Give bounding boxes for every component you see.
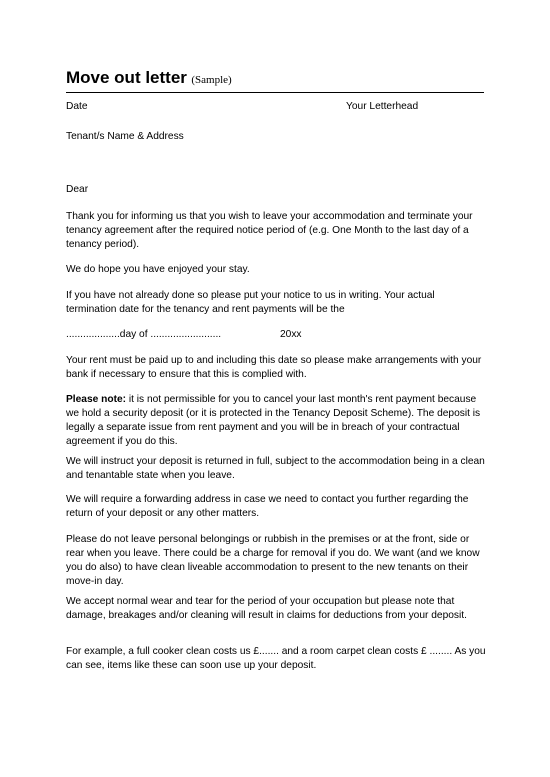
paragraph-wear-and-tear xyxy=(66,595,486,623)
date-label: Date xyxy=(66,101,88,112)
title-divider xyxy=(66,92,484,93)
paragraph-text: We do hope you have enjoyed your stay. xyxy=(66,264,250,275)
paragraph-text: We will instruct your deposit is returned in full, subject to the accommodation being in a clean and tenantable state when you leave. xyxy=(66,456,485,481)
page-title: Move out letter xyxy=(66,68,187,87)
paragraph-text xyxy=(66,393,486,449)
letterhead-label: Your Letterhead xyxy=(346,101,419,112)
paragraph-enjoyed-stay xyxy=(66,263,486,277)
paragraph-cleaning-costs xyxy=(66,645,486,673)
letter-title-row xyxy=(66,68,232,88)
termination-day-line: ...................day of ......................... xyxy=(66,329,222,340)
paragraph-text: We accept normal wear and tear for the period of your occupation but please note that damage, breakages and/or cleaning will result in claims for deductions from your deposit. xyxy=(66,596,467,621)
paragraph-text: For example, a full cooker clean costs us £....... and a room carpet clean costs £ ........ As you can see, items like these can soon use up your deposit. xyxy=(66,646,486,671)
paragraph-text: Please do not leave personal belongings or rubbish in the premises or at the front, side or rear when you leave. There could be a charge for removal if you do. We want (and we know you do also) to have clean liveable accommodation to present to the new tenants on their move-in day. xyxy=(66,534,480,587)
paragraph-deposit-return xyxy=(66,455,486,483)
paragraph-written-notice xyxy=(66,289,486,317)
page-subtitle: (Sample) xyxy=(191,74,232,86)
paragraph-belongings xyxy=(66,533,486,589)
paragraph-text: If you have not already done so please put your notice to us in writing. Your actual termination date for the tenancy and rent payments will be the xyxy=(66,290,435,315)
tenant-address-label: Tenant/s Name & Address xyxy=(66,131,184,142)
paragraph-text: Thank you for informing us that you wish to leave your accommodation and terminate your tenancy agreement after the required notice period of (e.g. One Month to the last day of a tenancy period). xyxy=(66,211,473,250)
salutation: Dear xyxy=(66,184,89,195)
paragraph-text: We will require a forwarding address in case we need to contact you further regarding the return of your deposit or any other matters. xyxy=(66,494,469,519)
please-note-text: it is not permissible for you to cancel your last month's rent payment because we hold a security deposit (or it is protected in the Tenancy Deposit Scheme). The deposit is legally a separate issue from rent payment and you will be in breach of your contractual agreement if you do this. xyxy=(66,394,481,447)
paragraph-forwarding-address xyxy=(66,493,486,521)
paragraph-text: Your rent must be paid up to and including this date so please make arrangements with your bank if necessary to ensure that this is complied with. xyxy=(66,355,482,380)
please-note-label: Please note: xyxy=(66,394,127,405)
paragraph-please-note xyxy=(66,393,486,449)
paragraph-notice xyxy=(66,210,486,252)
paragraph-rent-paid xyxy=(66,354,486,382)
termination-year: 20xx xyxy=(280,329,302,340)
